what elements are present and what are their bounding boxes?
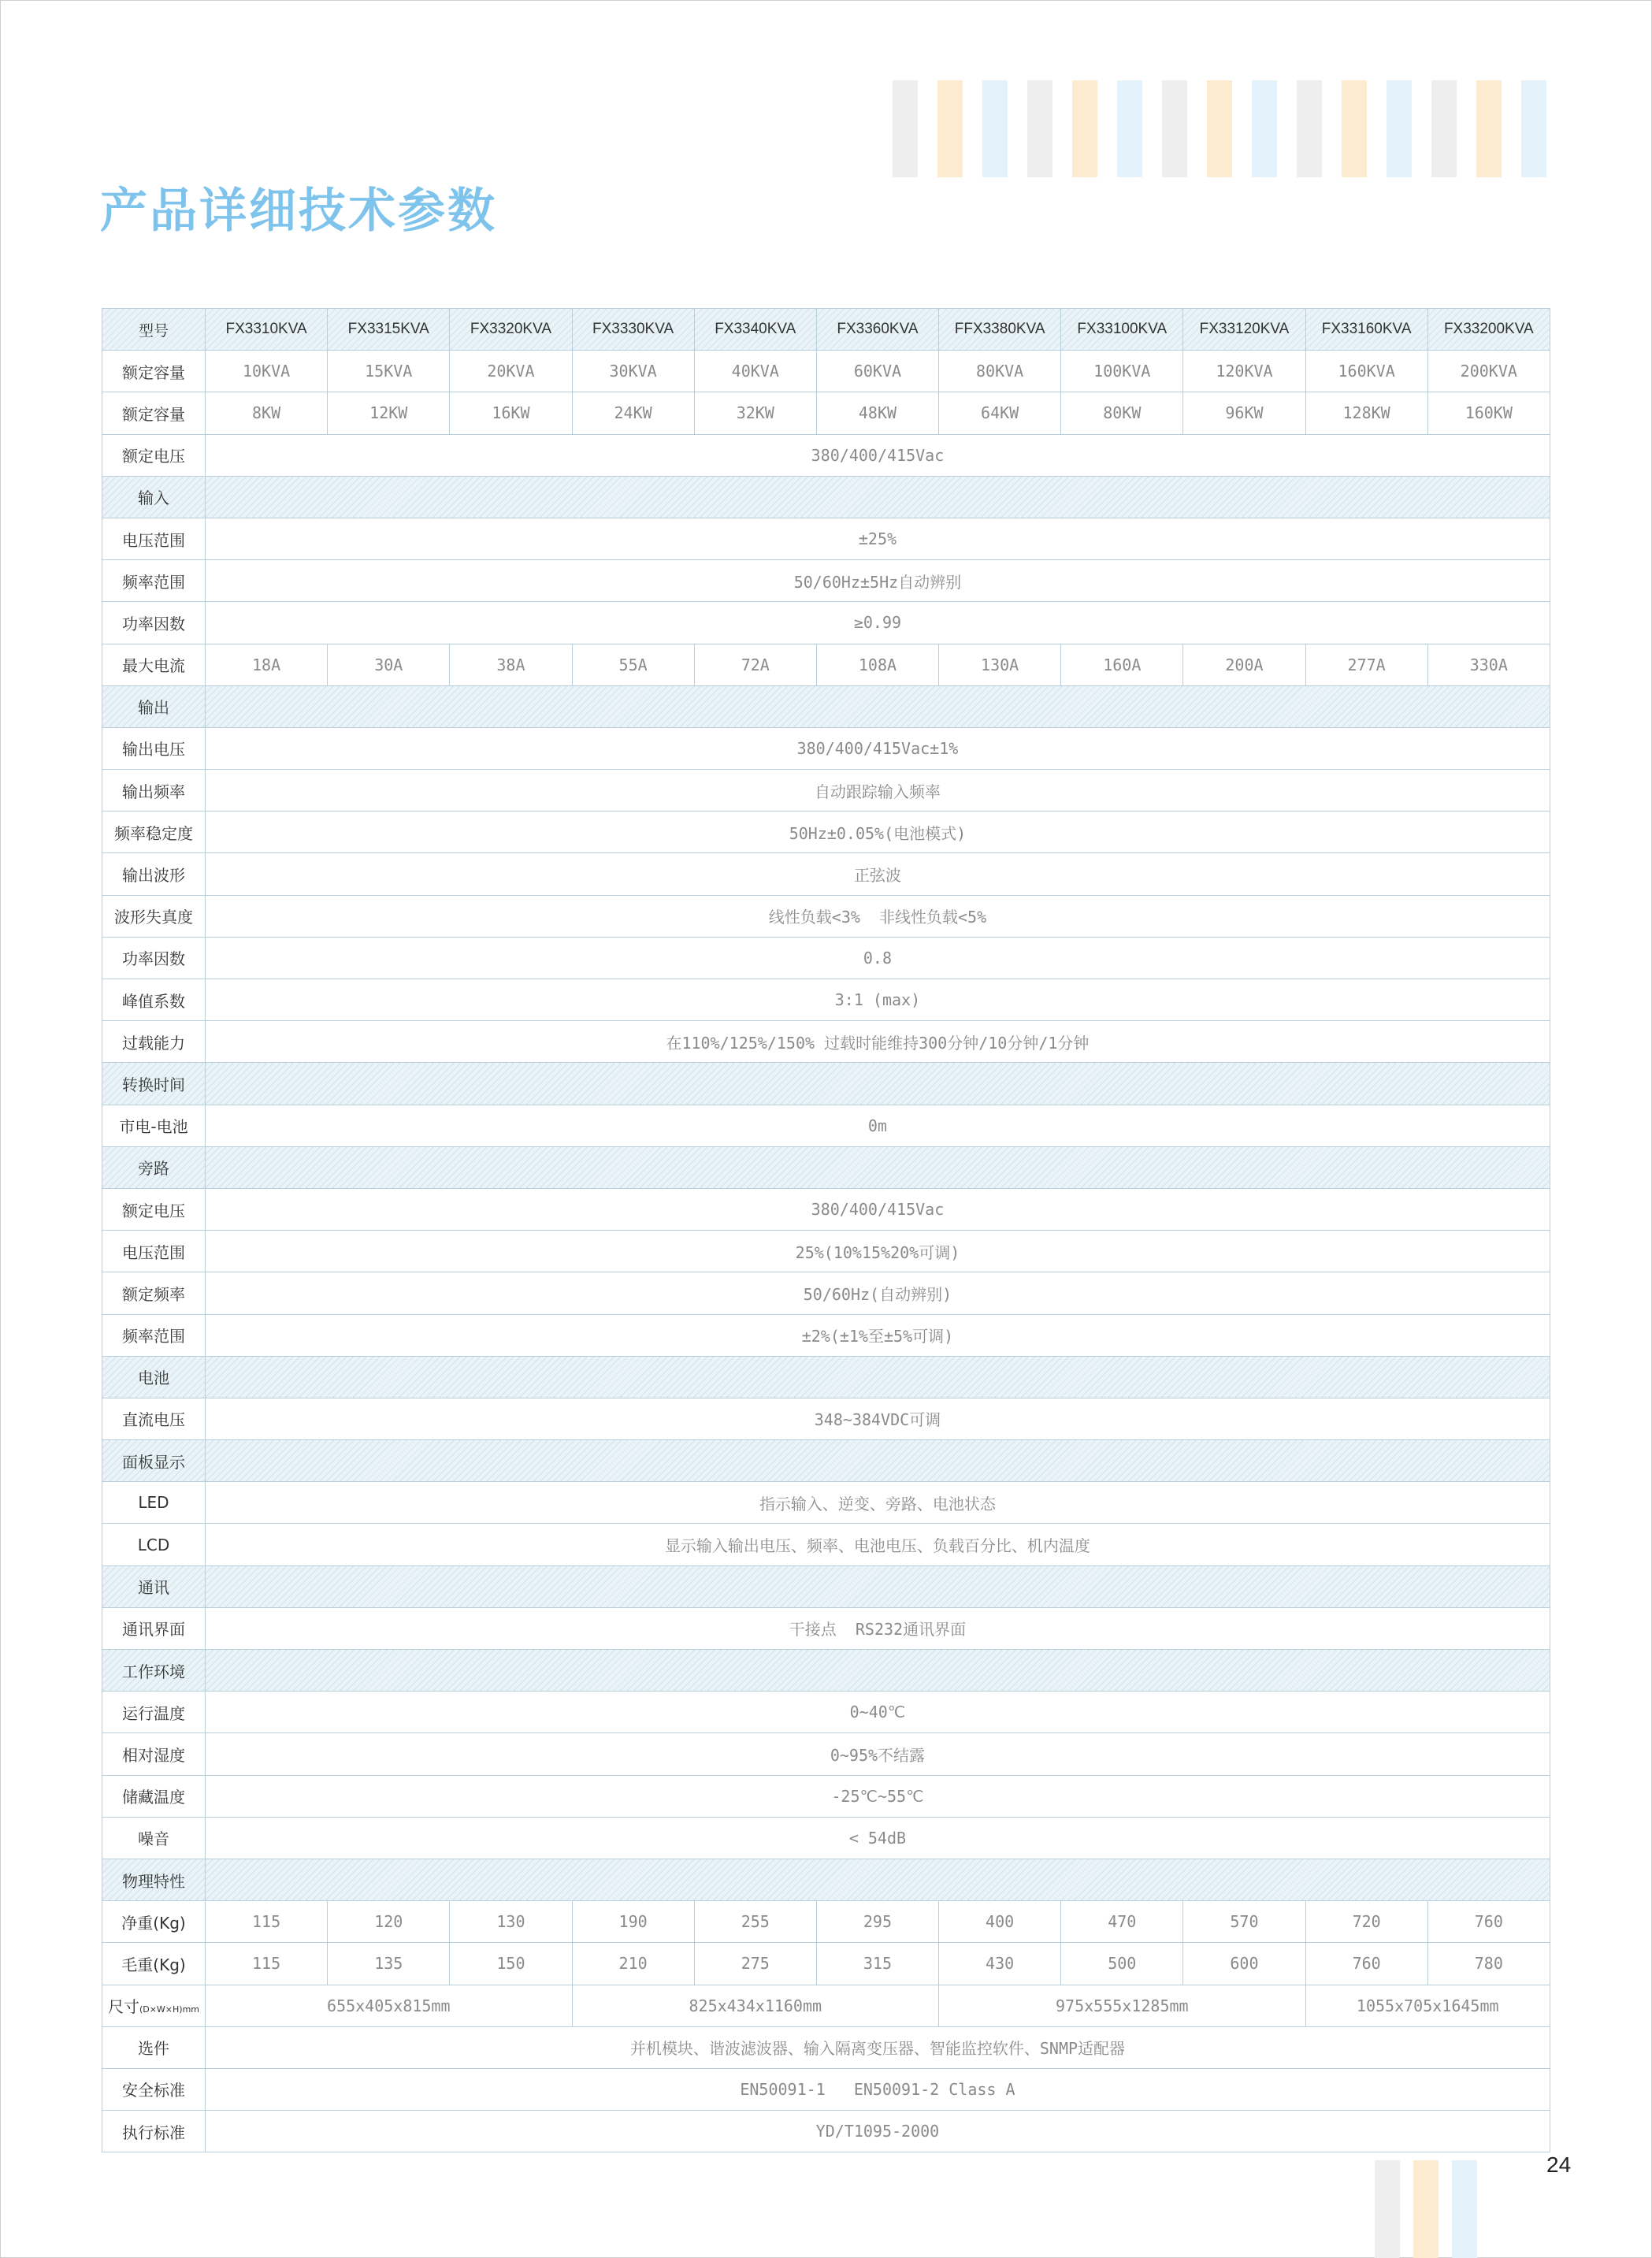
value-cell: 825x434x1160mm [572, 1985, 939, 2026]
model-cell: FX3360KVA [816, 309, 938, 351]
value-cell: 108A [816, 644, 938, 685]
value-cell: 100KVA [1061, 351, 1183, 392]
stripe-orange [1207, 80, 1232, 177]
value-cell: 200A [1183, 644, 1305, 685]
section-fill [206, 1565, 1550, 1607]
row-output-power-factor [102, 937, 1550, 979]
section-bypass [102, 1146, 1550, 1188]
row-label: 输出波形 [102, 853, 206, 895]
section-panel [102, 1440, 1550, 1482]
value-cell: 1055x705x1645mm [1305, 1985, 1550, 2026]
value-cell: 12KW [328, 392, 450, 434]
section-label: 旁路 [102, 1146, 206, 1188]
row-label: 毛重(Kg) [102, 1943, 206, 1985]
row-rated-voltage [102, 434, 1550, 476]
row-label: 储藏温度 [102, 1775, 206, 1817]
section-label: 电池 [102, 1356, 206, 1398]
value-cell: 显示输入输出电压、频率、电池电压、负载百分比、机内温度 [206, 1524, 1550, 1565]
row-env-noise [102, 1817, 1550, 1859]
row-label: 安全标准 [102, 2068, 206, 2110]
value-cell: 0.8 [206, 937, 1550, 979]
row-label: LCD [102, 1524, 206, 1565]
stripe-orange [937, 80, 963, 177]
value-cell: 200KVA [1427, 351, 1550, 392]
row-label: 市电-电池 [102, 1105, 206, 1146]
value-cell: < 54dB [206, 1817, 1550, 1859]
row-input-voltage-range [102, 518, 1550, 559]
row-env-op-temp [102, 1692, 1550, 1733]
value-cell: ±2%(±1%至±5%可调) [206, 1314, 1550, 1356]
value-cell: YD/T1095-2000 [206, 2111, 1550, 2152]
value-cell: 55A [572, 644, 694, 685]
stripe-orange [1476, 80, 1502, 177]
value-cell: EN50091-1 EN50091-2 Class A [206, 2068, 1550, 2110]
row-input-frequency-range [102, 560, 1550, 602]
row-standard [102, 2111, 1550, 2152]
stripe-blue [1521, 80, 1546, 177]
value-cell: 96KW [1183, 392, 1305, 434]
row-label: 额定电压 [102, 434, 206, 476]
value-cell: 600 [1183, 1943, 1305, 1985]
row-bypass-frequency-range [102, 1314, 1550, 1356]
row-output-freq-stability [102, 811, 1550, 853]
value-cell: 50/60Hz(自动辨别) [206, 1272, 1550, 1314]
row-panel-led [102, 1482, 1550, 1524]
row-label: 通讯界面 [102, 1607, 206, 1649]
stripe-gray [1027, 80, 1052, 177]
section-fill [206, 1063, 1550, 1105]
stripe-orange [1413, 2160, 1439, 2258]
value-cell: 255 [694, 1901, 816, 1943]
row-label: 额定频率 [102, 1272, 206, 1314]
value-cell: 18A [206, 644, 328, 685]
decorative-stripes-top [893, 80, 1550, 177]
section-label: 转换时间 [102, 1063, 206, 1105]
value-cell: 并机模块、谐波滤波器、输入隔离变压器、智能监控软件、SNMP适配器 [206, 2026, 1550, 2068]
value-cell: 135 [328, 1943, 450, 1985]
value-cell: 760 [1427, 1901, 1550, 1943]
value-cell: 60KVA [816, 351, 938, 392]
row-bypass-voltage-range [102, 1231, 1550, 1272]
value-cell: 160KVA [1305, 351, 1427, 392]
row-options [102, 2026, 1550, 2068]
row-output-waveform [102, 853, 1550, 895]
stripe-blue [1452, 2160, 1477, 2258]
stripe-gray [1297, 80, 1322, 177]
stripe-blue [1387, 80, 1412, 177]
value-cell: 330A [1427, 644, 1550, 685]
row-label: 功率因数 [102, 602, 206, 644]
row-label: 选件 [102, 2026, 206, 2068]
row-bypass-rated-frequency [102, 1272, 1550, 1314]
row-env-storage-temp [102, 1775, 1550, 1817]
stripe-blue [1117, 80, 1142, 177]
decorative-stripes-bottom [1375, 2160, 1477, 2258]
section-fill [206, 476, 1550, 518]
section-label: 输入 [102, 476, 206, 518]
row-input-power-factor [102, 602, 1550, 644]
value-cell: 277A [1305, 644, 1427, 685]
value-cell: 380/400/415Vac [206, 434, 1550, 476]
value-cell: 500 [1061, 1943, 1183, 1985]
value-cell: 48KW [816, 392, 938, 434]
section-environment [102, 1650, 1550, 1692]
section-label: 工作环境 [102, 1650, 206, 1692]
row-battery-dc-voltage [102, 1398, 1550, 1439]
stripe-orange [1342, 80, 1367, 177]
row-label: 功率因数 [102, 937, 206, 979]
value-cell: 348~384VDC可调 [206, 1398, 1550, 1439]
stripe-orange [1072, 80, 1097, 177]
section-fill [206, 1650, 1550, 1692]
row-label: 额定电压 [102, 1188, 206, 1230]
dimensions-label: 尺寸 [107, 1997, 139, 2017]
row-label: 频率稳定度 [102, 811, 206, 853]
value-cell: 72A [694, 644, 816, 685]
section-transfer [102, 1063, 1550, 1105]
value-cell: 自动跟踪输入频率 [206, 770, 1550, 811]
section-battery [102, 1356, 1550, 1398]
value-cell: 160KW [1427, 392, 1550, 434]
value-cell: 30A [328, 644, 450, 685]
value-cell: 120 [328, 1901, 450, 1943]
dimensions-label-unit: (D×W×H)mm [139, 2004, 200, 2015]
model-cell: FX3310KVA [206, 309, 328, 351]
stripe-gray [1375, 2160, 1400, 2258]
model-cell: FX33160KVA [1305, 309, 1427, 351]
page-title: 产品详细技术参数 [100, 184, 497, 239]
model-cell: FX33200KVA [1427, 309, 1550, 351]
value-cell: 470 [1061, 1901, 1183, 1943]
row-bypass-rated-voltage [102, 1188, 1550, 1230]
row-label: 过载能力 [102, 1021, 206, 1063]
value-cell: 275 [694, 1943, 816, 1985]
row-label: 电压范围 [102, 1231, 206, 1272]
row-output-overload [102, 1021, 1550, 1063]
value-cell: 975x555x1285mm [939, 1985, 1306, 2026]
row-safety [102, 2068, 1550, 2110]
value-cell: 190 [572, 1901, 694, 1943]
value-cell: ±25% [206, 518, 1550, 559]
value-cell: 10KVA [206, 351, 328, 392]
value-cell: 120KVA [1183, 351, 1305, 392]
value-cell: 16KW [450, 392, 572, 434]
value-cell: 780 [1427, 1943, 1550, 1985]
row-label: 相对湿度 [102, 1733, 206, 1775]
row-label: 额定容量 [102, 392, 206, 434]
value-cell: 160A [1061, 644, 1183, 685]
value-cell: 115 [206, 1943, 328, 1985]
value-cell: 0~95%不结露 [206, 1733, 1550, 1775]
section-fill [206, 1440, 1550, 1482]
stripe-gray [1162, 80, 1187, 177]
value-cell: 115 [206, 1901, 328, 1943]
row-transfer-mains-battery [102, 1105, 1550, 1146]
row-label: LED [102, 1482, 206, 1524]
value-cell: 指示输入、逆变、旁路、电池状态 [206, 1482, 1550, 1524]
row-rated-kw [102, 392, 1550, 434]
table-header-row [102, 309, 1550, 351]
section-fill [206, 1356, 1550, 1398]
page-number: 24 [1546, 2152, 1572, 2177]
value-cell: 720 [1305, 1901, 1427, 1943]
stripe-blue [982, 80, 1008, 177]
row-gross-weight [102, 1943, 1550, 1985]
row-label: 输出频率 [102, 770, 206, 811]
value-cell: 32KW [694, 392, 816, 434]
row-net-weight [102, 1901, 1550, 1943]
row-dimensions [102, 1985, 1550, 2026]
value-cell: 315 [816, 1943, 938, 1985]
stripe-gray [893, 80, 918, 177]
section-fill [206, 1859, 1550, 1900]
row-label: 执行标准 [102, 2111, 206, 2152]
row-env-humidity [102, 1733, 1550, 1775]
row-label: 输出电压 [102, 727, 206, 769]
value-cell: 130A [939, 644, 1061, 685]
model-cell: FX33100KVA [1061, 309, 1183, 351]
row-label: 波形失真度 [102, 895, 206, 937]
value-cell: 50Hz±0.05%(电池模式) [206, 811, 1550, 853]
row-label: 额定容量 [102, 351, 206, 392]
section-physical [102, 1859, 1550, 1900]
value-cell: 38A [450, 644, 572, 685]
value-cell: 8KW [206, 392, 328, 434]
value-cell: ≥0.99 [206, 602, 1550, 644]
value-cell: 在110%/125%/150% 过载时能维持300分钟/10分钟/1分钟 [206, 1021, 1550, 1063]
model-cell: FX3340KVA [694, 309, 816, 351]
value-cell: 0~40℃ [206, 1692, 1550, 1733]
value-cell: 210 [572, 1943, 694, 1985]
row-label: 频率范围 [102, 1314, 206, 1356]
spec-table [102, 308, 1550, 2152]
value-cell: 24KW [572, 392, 694, 434]
section-fill [206, 685, 1550, 727]
value-cell: 50/60Hz±5Hz自动辨别 [206, 560, 1550, 602]
model-cell: FX3330KVA [572, 309, 694, 351]
model-cell: FX3315KVA [328, 309, 450, 351]
value-cell: 3:1 (max) [206, 979, 1550, 1021]
row-output-thd [102, 895, 1550, 937]
row-label [102, 1985, 206, 2026]
value-cell: 380/400/415Vac [206, 1188, 1550, 1230]
section-fill [206, 1146, 1550, 1188]
value-cell: 655x405x815mm [206, 1985, 573, 2026]
value-cell: 80KVA [939, 351, 1061, 392]
stripe-gray [1431, 80, 1457, 177]
value-cell: 130 [450, 1901, 572, 1943]
row-output-frequency [102, 770, 1550, 811]
value-cell: 760 [1305, 1943, 1427, 1985]
row-label: 最大电流 [102, 644, 206, 685]
row-label: 电压范围 [102, 518, 206, 559]
row-output-crest-factor [102, 979, 1550, 1021]
row-label: 峰值系数 [102, 979, 206, 1021]
model-cell: FX3320KVA [450, 309, 572, 351]
value-cell: 0m [206, 1105, 1550, 1146]
value-cell: 150 [450, 1943, 572, 1985]
value-cell: 20KVA [450, 351, 572, 392]
row-label: 噪音 [102, 1817, 206, 1859]
value-cell: 80KW [1061, 392, 1183, 434]
section-comm [102, 1565, 1550, 1607]
value-cell: 570 [1183, 1901, 1305, 1943]
value-cell: 128KW [1305, 392, 1427, 434]
value-cell: 线性负载<3% 非线性负载<5% [206, 895, 1550, 937]
row-output-voltage [102, 727, 1550, 769]
row-input-max-current [102, 644, 1550, 685]
row-label: 净重(Kg) [102, 1901, 206, 1943]
value-cell: 干接点 RS232通讯界面 [206, 1607, 1550, 1649]
row-label: 直流电压 [102, 1398, 206, 1439]
stripe-blue [1252, 80, 1277, 177]
section-output [102, 685, 1550, 727]
section-label: 面板显示 [102, 1440, 206, 1482]
model-cell: FX33120KVA [1183, 309, 1305, 351]
value-cell: 25%(10%15%20%可调) [206, 1231, 1550, 1272]
section-input [102, 476, 1550, 518]
value-cell: 15KVA [328, 351, 450, 392]
section-label: 物理特性 [102, 1859, 206, 1900]
row-comm-interface [102, 1607, 1550, 1649]
value-cell: 正弦波 [206, 853, 1550, 895]
value-cell: 380/400/415Vac±1% [206, 727, 1550, 769]
value-cell: 430 [939, 1943, 1061, 1985]
value-cell: -25℃~55℃ [206, 1775, 1550, 1817]
model-cell: FFX3380KVA [939, 309, 1061, 351]
section-label: 输出 [102, 685, 206, 727]
value-cell: 64KW [939, 392, 1061, 434]
row-panel-lcd [102, 1524, 1550, 1565]
header-label: 型号 [102, 309, 206, 351]
value-cell: 30KVA [572, 351, 694, 392]
value-cell: 40KVA [694, 351, 816, 392]
row-rated-kva [102, 351, 1550, 392]
value-cell: 295 [816, 1901, 938, 1943]
row-label: 运行温度 [102, 1692, 206, 1733]
row-label: 频率范围 [102, 560, 206, 602]
section-label: 通讯 [102, 1565, 206, 1607]
value-cell: 400 [939, 1901, 1061, 1943]
